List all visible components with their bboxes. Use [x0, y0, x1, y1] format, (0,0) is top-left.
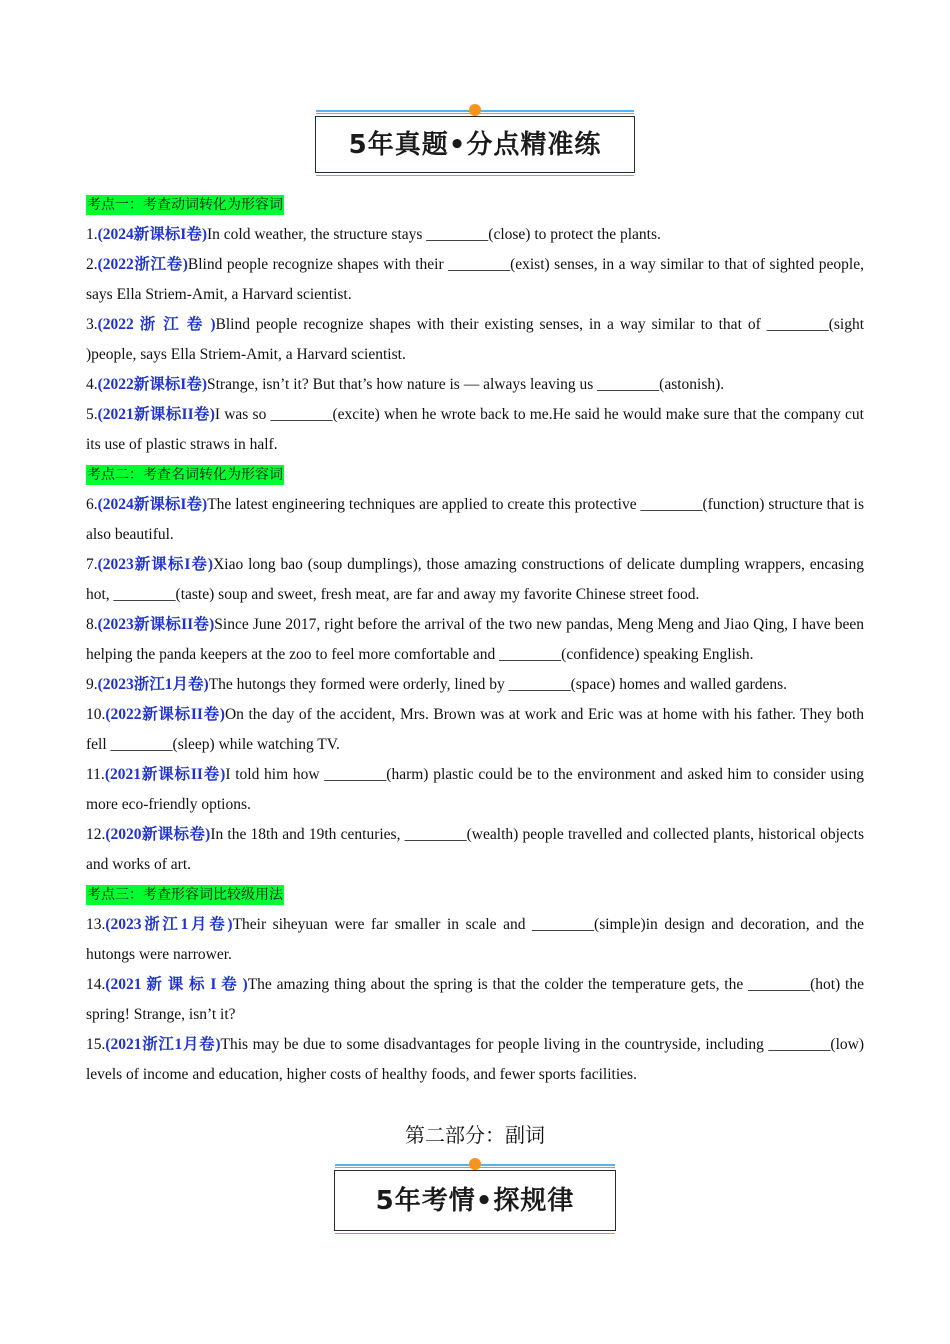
- banner-rule: [335, 1233, 615, 1234]
- question-item: 11.(2021新课标II卷)I told him how ________(harm) plastic could be to the environment and asked him to consider using more eco-friendly options.: [86, 766, 864, 813]
- question-item: 9.(2023浙江1月卷)The hutongs they formed were orderly, lined by ________(space) homes and walled gardens.: [86, 676, 788, 693]
- question-item: 4.(2022新课标I卷)Strange, isn’t it? But that’s how nature is — always leaving us ________(astonish).: [86, 376, 725, 393]
- section-banner-top: [315, 116, 635, 173]
- question-item: 3.(2022 浙 江 卷 )Blind people recognize shapes with their existing senses, in a way similar to that of ________(sight )people, says Ella Striem-Amit, a Harvard scientist.: [86, 316, 864, 363]
- question-item: 13.(2023浙江1月卷)Their siheyuan were far smaller in scale and ________(simple)in design and decoration, and the hutongs were narrower.: [86, 916, 864, 963]
- question-item: 14.(2021 新 课 标 I 卷 )The amazing thing about the spring is that the colder the temperature gets, the ________(hot) the spring! Strange, isn’t it?: [86, 976, 864, 1023]
- banner-title: 5年真题•分点精准练: [348, 130, 602, 160]
- exercise-list: [86, 190, 864, 1090]
- question-item: 15.(2021浙江1月卷)This may be due to some disadvantages for people living in the countryside, including ________(low) levels of income and education, higher costs of healthy foods, and fewer sports facilities.: [86, 1036, 865, 1083]
- section-heading: 考点三：考查形容词比较级用法: [87, 887, 283, 903]
- section-heading: 考点一：考查动词转化为形容词: [87, 197, 283, 213]
- orange-dot-icon: [469, 104, 481, 116]
- question-item: 5.(2021新课标II卷)I was so ________(excite) when he wrote back to me.He said he would make sure that the company cut its use of plastic straws in half.: [86, 406, 864, 453]
- section-heading: 考点二：考查名词转化为形容词: [87, 467, 283, 483]
- question-item: 7.(2023新课标I卷)Xiao long bao (soup dumplings), those amazing constructions of delicate dumpling wrappers, encasing hot, ________(taste) soup and sweet, fresh meat, are far and away my favorite Chinese street food.: [86, 556, 864, 603]
- question-item: 10.(2022新课标II卷)On the day of the accident, Mrs. Brown was at work and Eric was at home with his father. They both fell ________(sleep) while watching TV.: [86, 706, 864, 753]
- question-item: 2.(2022浙江卷)Blind people recognize shapes with their ________(exist) senses, in a way similar to that of sighted people, says Ella Striem-Amit, a Harvard scientist.: [86, 256, 864, 303]
- section-banner-bottom: [334, 1170, 616, 1231]
- question-item: 12.(2020新课标卷)In the 18th and 19th centuries, ________(wealth) people travelled and collected plants, historical objects and works of art.: [86, 826, 864, 873]
- part-title: 第二部分：副词: [405, 1123, 545, 1147]
- orange-dot-icon: [469, 1158, 481, 1170]
- question-item: 8.(2023新课标II卷)Since June 2017, right before the arrival of the two new pandas, Meng Meng and Jiao Qing, I have been helping the panda keepers at the zoo to feel more comfortable and ________(confidence) speaking English.: [86, 616, 864, 663]
- banner-rule: [316, 175, 634, 176]
- banner-title: 5年考情•探规律: [375, 1186, 575, 1216]
- question-item: 6.(2024新课标I卷)The latest engineering techniques are applied to create this protective ________(function) structure that is also beautiful.: [86, 496, 864, 543]
- question-item: 1.(2024新课标I卷)In cold weather, the structure stays ________(close) to protect the plants.: [86, 226, 661, 243]
